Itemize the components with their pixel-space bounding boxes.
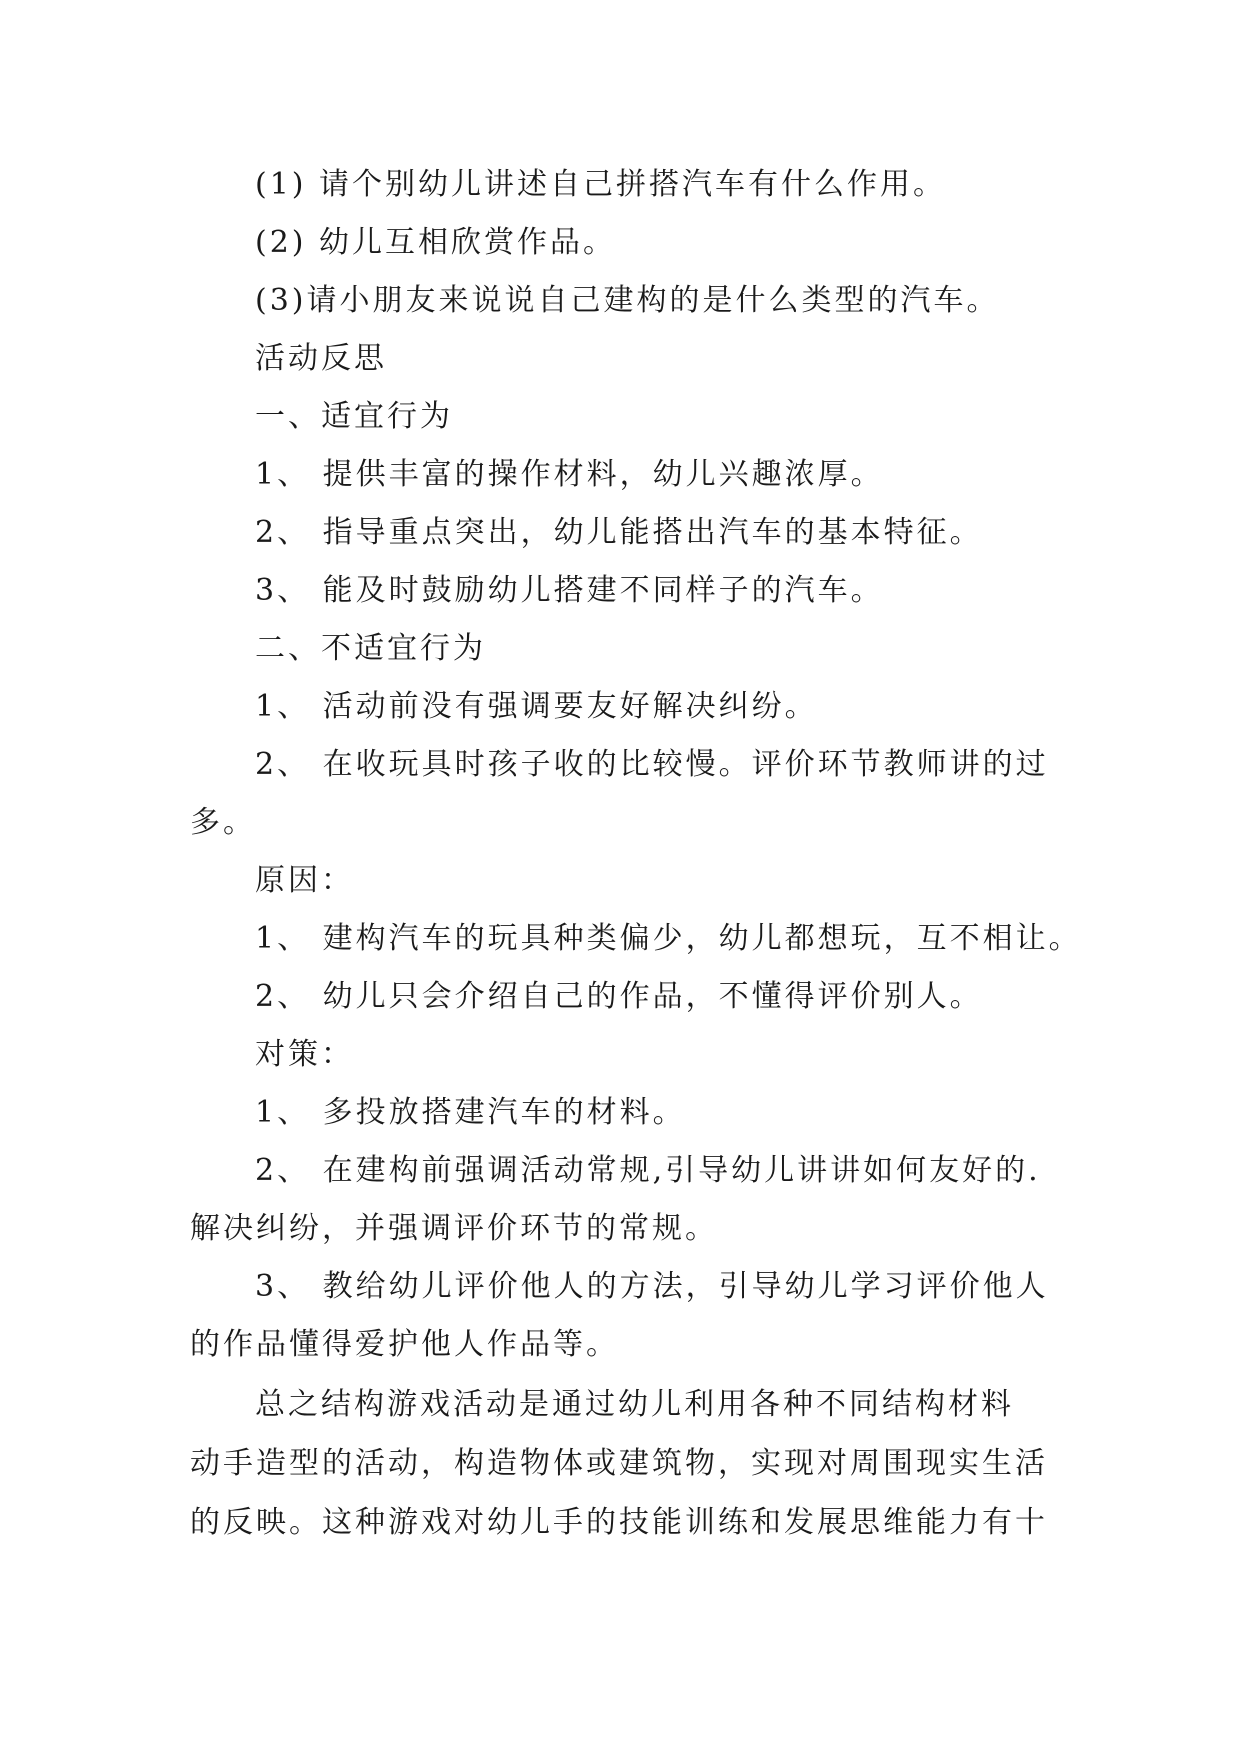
section-heading: 原因： xyxy=(255,863,354,898)
text-line: 多。 xyxy=(190,805,256,840)
text-line: (1) 请个别幼儿讲述自己拼搭汽车有什么作用。 xyxy=(255,167,947,202)
list-item: 2、 幼儿只会介绍自己的作品，不懂得评价别人。 xyxy=(255,979,983,1014)
text-line: 的作品懂得爱护他人作品等。 xyxy=(190,1327,619,1362)
list-item: 2、 在建构前强调活动常规,引导幼儿讲讲如何友好的. xyxy=(255,1153,1041,1188)
list-item: 3、 能及时鼓励幼儿搭建不同样子的汽车。 xyxy=(255,573,884,608)
section-heading: 一、适宜行为 xyxy=(255,399,453,434)
list-item: 1、 建构汽车的玩具种类偏少，幼儿都想玩，互不相让。 xyxy=(255,921,1082,956)
section-heading: 活动反思 xyxy=(255,341,387,376)
text-line: (3)请小朋友来说说自己建构的是什么类型的汽车。 xyxy=(255,283,1000,318)
list-item: 3、 教给幼儿评价他人的方法，引导幼儿学习评价他人 xyxy=(255,1269,1049,1304)
paragraph-line: 的反映。这种游戏对幼儿手的技能训练和发展思维能力有十 xyxy=(190,1505,1048,1540)
text-line: 解决纠纷，并强调评价环节的常规。 xyxy=(190,1211,718,1246)
section-heading: 对策： xyxy=(255,1037,354,1072)
list-item: 2、 指导重点突出，幼儿能搭出汽车的基本特征。 xyxy=(255,515,983,550)
section-heading: 二、不适宜行为 xyxy=(255,631,486,666)
text-line: (2) 幼儿互相欣赏作品。 xyxy=(255,225,617,260)
paragraph-line: 总之结构游戏活动是通过幼儿利用各种不同结构材料 xyxy=(255,1387,1014,1422)
list-item: 2、 在收玩具时孩子收的比较慢。评价环节教师讲的过 xyxy=(255,747,1049,782)
paragraph-line: 动手造型的活动，构造物体或建筑物，实现对周围现实生活 xyxy=(190,1446,1048,1481)
list-item: 1、 多投放搭建汽车的材料。 xyxy=(255,1095,686,1130)
list-item: 1、 提供丰富的操作材料，幼儿兴趣浓厚。 xyxy=(255,457,884,492)
list-item: 1、 活动前没有强调要友好解决纠纷。 xyxy=(255,689,818,724)
